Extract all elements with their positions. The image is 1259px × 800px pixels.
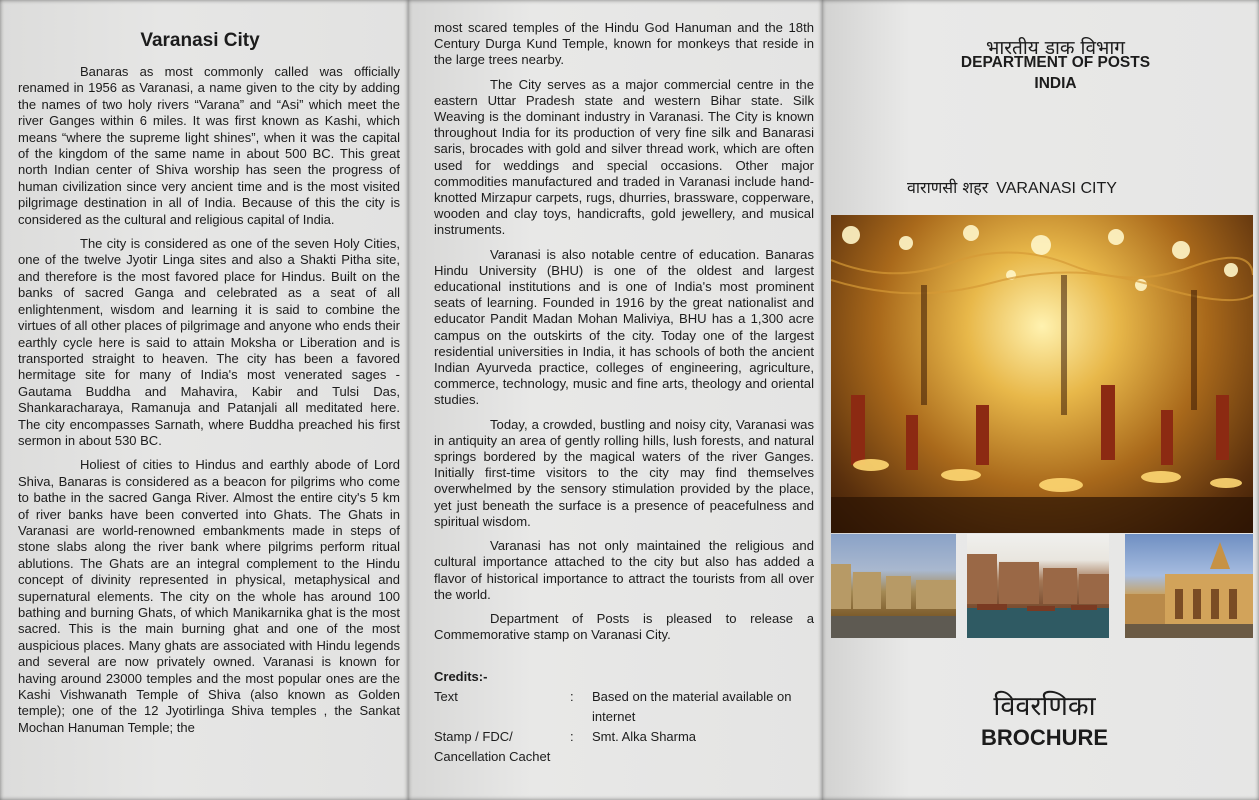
paragraph-continuation: most scared temples of the Hindu God Hanuman and the 18th Century Durga Kund Temple, known for monkeys that reside in the large trees nearby. [434, 20, 814, 68]
credits-row [434, 727, 814, 767]
paragraph: Department of Posts is pleased to release a Commemorative stamp on Varanasi City. [434, 610, 814, 643]
city-title-english: VARANASI CITY [996, 180, 1117, 197]
department-hindi: भारतीय डाक विभाग [985, 37, 1126, 59]
paragraph: The city is considered as one of the seven Holy Cities, one of the twelve Jyotir Linga sites and also a Shakti Pitha site, and therefore is the most favored place for Hindus. Built on the banks of sacred Ganga and celebrated as a seat of all enlightenment, wisdom and learning it is said to combine the virtues of all other places of pilgrimage and anyone who ends their earthly cycle here is said to attain Moksha or Liberation and is transported straight to heaven. The city has been a favored hermitage site for many of India's most venerated sages - Gautama Buddha and Mahavira, Kabir and Tulsi Das, Shankaracharaya, Ramanuja and Patanjali all meditated here. The city encompasses Sarnath, where Buddha preached his first sermon in about 530 BC. [18, 236, 400, 448]
brochure-title-english: BROCHURE [980, 725, 1109, 750]
paragraph: Holiest of cities to Hindus and earthly abode of Lord Shiva, Banaras is considered as a beacon for pilgrims who come to bathe in the sacred Ganga River. Almost the entire city's 5 km of river banks have been converted into Ghats. The Ghats in Varanasi are world-renowned embankments made in steps of stone slabs along the river bank where pilgrims perform ritual ablutions. The Ghats are an integral complement to the Hindu concept of divinity represented in physical, metaphysical and supernatural elements. The city on the whole has around 100 bathing and burning Ghats, of which Manikarnika ghat is the most sacred. This is the main burning ghat and one of the most auspicious places. Many ghats are associated with Hindu legends and several are now privately owned. Varanasi is known for having around 23000 temples and the most popular ones are the Kashi Vishwanath Temple of Shiva (also known as Golden temple); one of the 12 Jyotirlinga Shiva temples , the Sankat Mochan Hanuman Temple; the [18, 457, 400, 735]
paragraph: The City serves as a major commercial centre in the eastern Uttar Pradesh state and western Bihar state. Silk Weaving is the dominant industry in Varanasi. The City is known throughout India for its production of very fine silk and Banarasi saris, brocades with gold and silver thread work, which are often used for weddings and special occasions. Other major commodities manufactured and traded in Varanasi include hand-knotted Mirzapur carpets, rugs, dhurries, brassware, copperware, wooden and clay toys, handicrafts, gold jewellery, and musical instruments. [434, 76, 814, 238]
middle-panel [408, 0, 822, 800]
credit-colon: : [570, 729, 574, 745]
credit-value: Smt. Alka Sharma [592, 729, 697, 745]
ghats-photo [831, 534, 956, 638]
credits [434, 667, 814, 767]
paragraph: Varanasi is also notable centre of education. Banaras Hindu University (BHU) is one of the oldest and largest educational institutions and is one of India's most prominent seats of learning. Founded in 1916 by the great nationalist and educator Pandit Madan Mohan Maliviya, BHU has a 1,300 acre campus on the outskirts of the city. Today one of the largest residential universities in India, it has schools of both the ancient Indian Ayurveda practice, colleges of engineering, agriculture, commerce, technology, music and fine arts, theology and oriental studies. [434, 246, 814, 408]
city-title [907, 176, 1125, 198]
credits-row [434, 687, 814, 727]
paragraph: Banaras as most commonly called was officially renamed in 1956 as Varanasi, a name given to the city by adding the names of two holy rivers “Varana” and “Asi” which meet the river Ganges within 6 miles. It was first known as Kashi, which means “where the supreme light shines”, when it was the capital of the kingdom of the same name in about 500 BC. This great north Indian center of Shiva worship has seen the progress of human civilization since very ancient time and is the most visited pilgrimage destination in all of India. Because of this the city is considered as the cultural and religious capital of India. [18, 64, 400, 227]
credit-key: Text [434, 689, 458, 705]
riverbank-photo [967, 534, 1109, 638]
ghat-aarti-illustration [831, 215, 1253, 533]
department-english [822, 52, 1259, 94]
temple-photo [1125, 534, 1253, 638]
credit-value: Based on the material available on internet [592, 689, 792, 725]
brochure-title-hindi: विवरणिका [993, 691, 1096, 722]
ghat-aarti-photo [831, 215, 1253, 533]
ghats-illustration [831, 534, 956, 638]
country-line: INDIA [1034, 75, 1077, 92]
cover-panel [822, 0, 1259, 800]
riverbank-illustration [967, 534, 1109, 638]
credits-title: Credits:- [434, 669, 488, 685]
paragraph: Today, a crowded, bustling and noisy city, Varanasi was in antiquity an area of gently rolling hills, lush forests, and natural springs bordered by the magical waters of the river Ganges. Initially first-time visitors to the city may find themselves overwhelmed by the sensory stimulation provided by the place, yet just beneath the surface is a presence of peacefulness and spiritual wisdom. [434, 416, 814, 529]
city-title-hindi: वाराणसी शहर [907, 178, 989, 197]
page-title: Varanasi City [140, 30, 260, 51]
left-panel [0, 0, 408, 800]
department-line: DEPARTMENT OF POSTS [960, 54, 1151, 71]
credit-colon: : [570, 689, 574, 705]
temple-illustration [1125, 534, 1253, 638]
credit-key: Stamp / FDC/ Cancellation Cachet [434, 729, 551, 765]
paragraph: Varanasi has not only maintained the religious and cultural importance attached to the city but also has added a flavor of historical importance to attract the tourists from all over the world. [434, 538, 814, 602]
